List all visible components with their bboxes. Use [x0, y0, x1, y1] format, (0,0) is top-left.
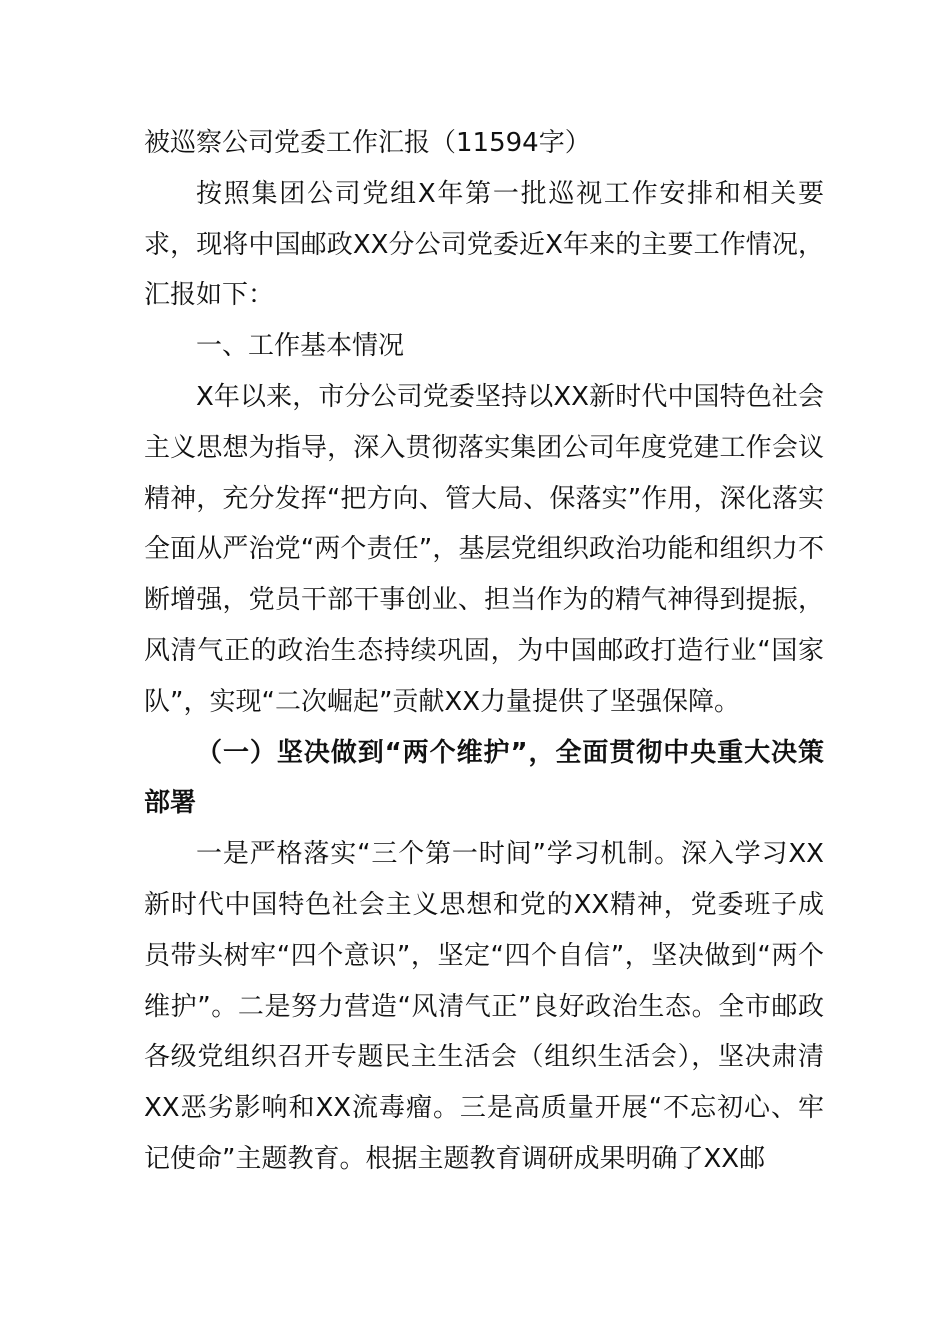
section-heading: 一、工作基本情况 [196, 331, 405, 362]
document-title: 被巡察公司党委工作汇报（11594字） [144, 128, 591, 158]
document-body [144, 118, 824, 1185]
intro-paragraph: 按照集团公司党组X年第一批巡视工作安排和相关要求，现将中国邮政XX分公司党委近X年来的主要工作情况，汇报如下： [144, 178, 824, 311]
section-paragraph: X年以来，市分公司党委坚持以XX新时代中国特色社会主义思想为指导，深入贯彻落实集团公司年度党建工作会议精神，充分发挥“把方向、管大局、保落实”作用，深化落实全面从严治党“两个责任”，基层党组织政治功能和组织力不断增强，党员干部干事创业、担当作为的精气神得到提振，风清气正的政治生态持续巩固，为中国邮政打造行业“国家队”，实现“二次崛起”贡献XX力量提供了坚强保障。 [144, 381, 824, 717]
subsection-heading: （一）坚决做到“两个维护”，全面贯彻中央重大决策部署 [144, 737, 824, 819]
subsection-paragraph: 一是严格落实“三个第一时间”学习机制。深入学习XX新时代中国特色社会主义思想和党的XX精神，党委班子成员带头树牢“四个意识”，坚定“四个自信”，坚决做到“两个维护”。二是努力营造“风清气正”良好政治生态。全市邮政各级党组织召开专题民主生活会（组织生活会），坚决肃清XX恶劣影响和XX流毒瘤。三是高质量开展“不忘初心、牢记使命”主题教育。根据主题教育调研成果明确了XX邮 [144, 839, 824, 1174]
